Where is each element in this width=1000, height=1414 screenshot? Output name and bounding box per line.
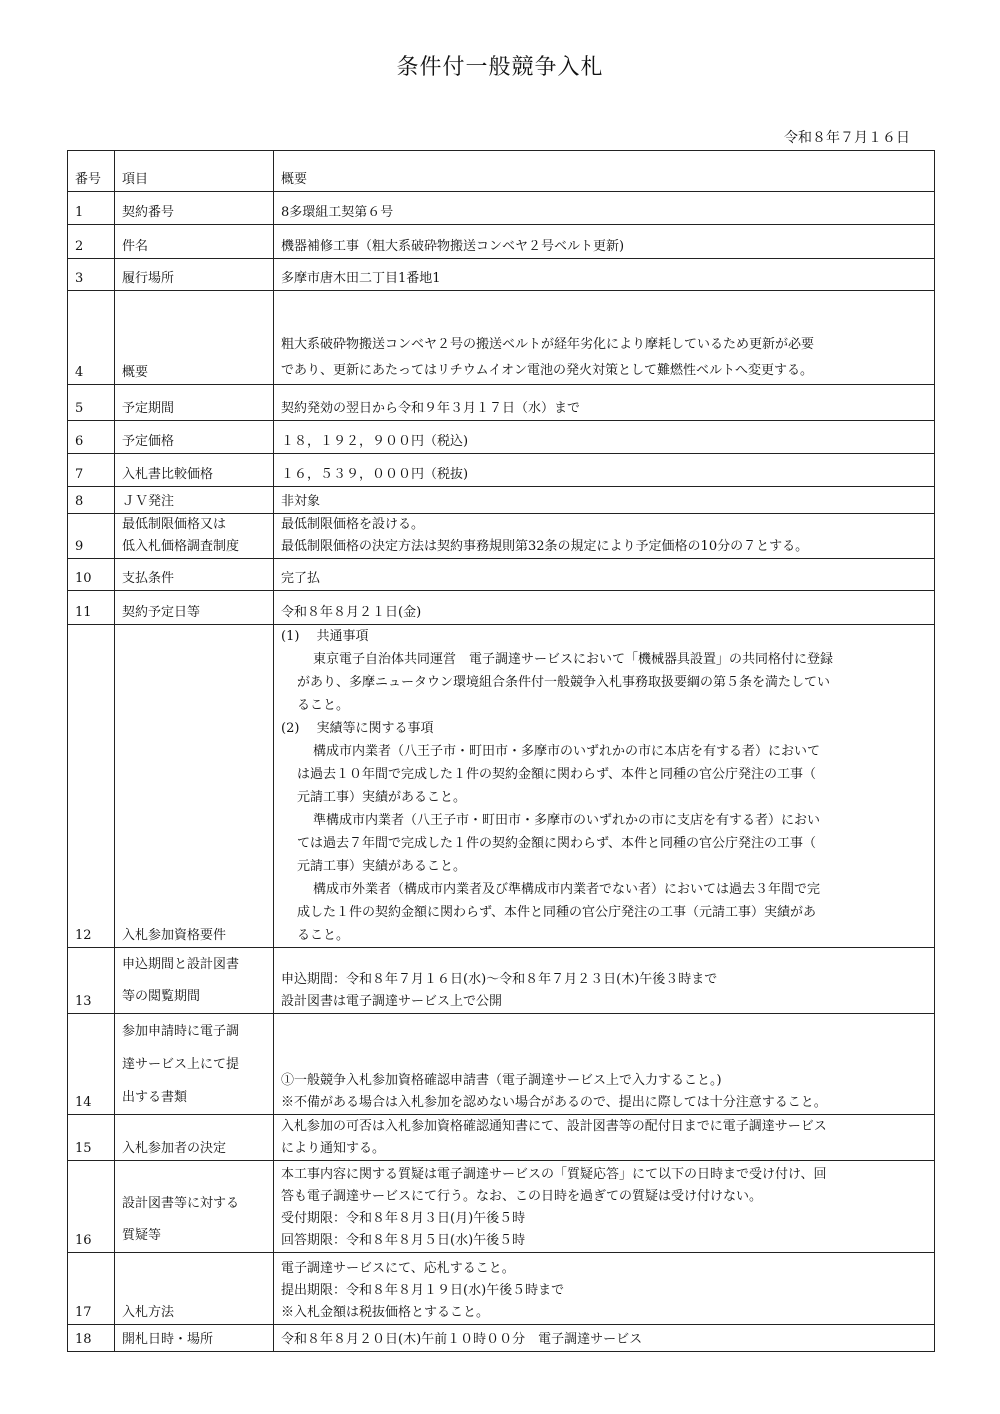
row-content-line: (1) 共通事項 [281,629,369,644]
row-content-line: ること。 [297,928,350,943]
row-content [274,559,935,591]
row-content [274,487,935,514]
header-item: 項目 [115,151,274,192]
table-row [68,454,935,487]
row-number: 13 [68,948,115,1014]
row-item-line: 低入札価格調査制度 [122,539,240,554]
row-content-line: であり、更新にあたってはリチウムイオン電池の発火対策として難燃性ベルトへ変更する。 [281,363,813,378]
table-header-row [68,151,935,192]
row-item: 入札参加者の決定 [115,1115,274,1161]
row-number: 12 [68,625,115,948]
row-content-line: 粗大系破砕物搬送コンベヤ２号の搬送ベルトが経年劣化により摩耗しているため更新が必要 [281,337,815,352]
row-content [274,421,935,454]
row-content-line: 東京電子自治体共同運営 電子調達サービスにおいて「機械器具設置」の共同格付に登録 [313,652,834,667]
row-content-line: 契約発効の翌日から令和９年３月１７日（水）まで [281,401,581,416]
row-number: 1 [68,192,115,225]
document-date: 令和８年７月１６日 [784,130,910,146]
row-content-line: 8多環組工契第６号 [281,205,394,220]
table-row [68,591,935,625]
row-content-line: 構成市内業者（八王子市・町田市・多摩市のいずれかの市に本店を有する者）において [313,744,821,759]
table-row [68,192,935,225]
row-number: 15 [68,1115,115,1161]
row-content-line: ※不備がある場合は入札参加を認めない場合があるので、提出に際しては十分注意すること。 [281,1095,827,1110]
row-content-line: 回答期限：令和８年８月５日(水)午後５時 [281,1233,526,1248]
row-content-line: 元請工事）実績があること。 [297,790,467,805]
row-item: 契約番号 [115,192,274,225]
row-content [274,514,935,559]
row-content [274,192,935,225]
row-content-line: は過去１０年間で完成した１件の契約金額に関わらず、本件と同種の官公庁発注の工事（ [297,767,816,782]
row-content-line: 非対象 [281,494,321,509]
row-item-line: 申込期間と設計図書 [122,957,240,972]
row-content-line: により通知する。 [281,1141,386,1156]
table-row [68,1325,935,1352]
row-item-line: 最低制限価格又は [122,517,227,532]
table-row [68,385,935,421]
row-content-line: 準構成市内業者（八王子市・町田市・多摩市のいずれかの市に支店を有する者）におい [313,813,821,828]
row-item: 予定期間 [115,385,274,421]
row-content [274,1325,935,1352]
table-row [68,948,935,1014]
row-content-line: 令和８年８月２０日(木)午前１０時００分 電子調達サービス [281,1332,643,1347]
row-content-line: 元請工事）実績があること。 [297,859,467,874]
row-number: 16 [68,1161,115,1253]
table-row [68,1253,935,1325]
row-item-line: 等の閲覧期間 [122,989,201,1004]
row-number: 9 [68,514,115,559]
row-content-line: 入札参加の可否は入札参加資格確認通知書にて、設計図書等の配付日までに電子調達サービス [281,1119,827,1134]
row-content-line: ては過去７年間で完成した１件の契約金額に関わらず、本件と同種の官公庁発注の工事（ [297,836,816,851]
row-item [115,1014,274,1115]
table-row [68,625,935,948]
row-item-line: 出する書類 [122,1090,188,1105]
row-number: 14 [68,1014,115,1115]
row-content-line: ※入札金額は税抜価格とすること。 [281,1305,490,1320]
row-content-line: 令和８年８月２１日(金) [281,605,422,620]
row-content-line: があり、多摩ニュータウン環境組合条件付一般競争入札事務取扱要綱の第５条を満たしてい [297,675,831,690]
table-row [68,487,935,514]
table-row [68,1115,935,1161]
row-item-line: 質疑等 [122,1228,162,1243]
table-row [68,514,935,559]
row-item: 履行場所 [115,259,274,291]
row-content-line: 最低制限価格を設ける。 [281,517,425,532]
row-item-line: 設計図書等に対する [122,1196,240,1211]
row-content [274,625,935,948]
row-content-line: 成した１件の契約金額に関わらず、本件と同種の官公庁発注の工事（元請工事）実績があ [297,905,816,920]
table-row [68,259,935,291]
row-item: 予定価格 [115,421,274,454]
row-content-line: ①一般競争入札参加資格確認申請書（電子調達サービス上で入力すること。) [281,1073,722,1088]
row-content-line: 本工事内容に関する質疑は電子調達サービスの「質疑応答」にて以下の日時まで受け付け、回 [281,1167,827,1182]
row-number: 3 [68,259,115,291]
row-content-line: 機器補修工事（粗大系破砕物搬送コンベヤ２号ベルト更新) [281,239,625,254]
row-content-line: 設計図書は電子調達サービス上で公開 [281,994,503,1009]
row-number: 8 [68,487,115,514]
tender-table [67,150,935,1352]
table-row [68,1161,935,1253]
row-item: 支払条件 [115,559,274,591]
row-item [115,948,274,1014]
row-item: 件名 [115,225,274,259]
row-number: 7 [68,454,115,487]
row-content [274,225,935,259]
row-item: ＪＶ発注 [115,487,274,514]
row-number: 4 [68,291,115,385]
row-content-line: 答も電子調達サービスにて行う。なお、この日時を過ぎての質疑は受け付けない。 [281,1189,763,1204]
row-number: 11 [68,591,115,625]
row-item [115,514,274,559]
header-content: 概要 [274,151,935,192]
row-content [274,591,935,625]
row-content [274,385,935,421]
row-content-line: １６，５３９，０００円（税抜) [281,467,469,482]
row-content [274,948,935,1014]
row-content-line: 最低制限価格の決定方法は契約事務規則第32条の規定により予定価格の10分の７とする。 [281,539,809,554]
row-content [274,1014,935,1115]
row-content-line: 申込期間：令和８年７月１６日(水)～令和８年７月２３日(木)午後３時まで [281,972,718,987]
row-number: 5 [68,385,115,421]
row-item: 入札書比較価格 [115,454,274,487]
row-content-line: 提出期限：令和８年８月１９日(水)午後５時まで [281,1283,565,1298]
row-content [274,1253,935,1325]
row-content-line: ること。 [297,698,350,713]
row-content-line: 多摩市唐木田二丁目1番地1 [281,271,441,286]
row-item: 入札方法 [115,1253,274,1325]
table-row [68,291,935,385]
row-content-line: (2) 実績等に関する事項 [281,721,434,736]
row-content-line: 完了払 [281,571,321,586]
row-item: 開札日時・場所 [115,1325,274,1352]
table-row [68,559,935,591]
row-item: 契約予定日等 [115,591,274,625]
row-number: 2 [68,225,115,259]
row-content [274,454,935,487]
row-item [115,1161,274,1253]
row-number: 17 [68,1253,115,1325]
row-item: 入札参加資格要件 [115,625,274,948]
row-content-line: １８，１９２，９００円（税込) [281,434,469,449]
row-number: 6 [68,421,115,454]
row-content [274,1115,935,1161]
row-number: 10 [68,559,115,591]
document-title: 条件付一般競争入札 [396,55,604,80]
table-row [68,1014,935,1115]
table-row [68,421,935,454]
row-content-line: 受付期限：令和８年８月３日(月)午後５時 [281,1211,526,1226]
row-content [274,1161,935,1253]
row-item-line: 達サービス上にて提 [122,1057,240,1072]
row-content [274,291,935,385]
row-number: 18 [68,1325,115,1352]
header-num: 番号 [68,151,115,192]
row-content-line: 構成市外業者（構成市内業者及び準構成市内業者でない者）においては過去３年間で完 [313,882,821,897]
row-content-line: 電子調達サービスにて、応札すること。 [281,1261,515,1276]
table-row [68,225,935,259]
row-item-line: 参加申請時に電子調 [122,1024,240,1039]
row-item: 概要 [115,291,274,385]
row-content [274,259,935,291]
